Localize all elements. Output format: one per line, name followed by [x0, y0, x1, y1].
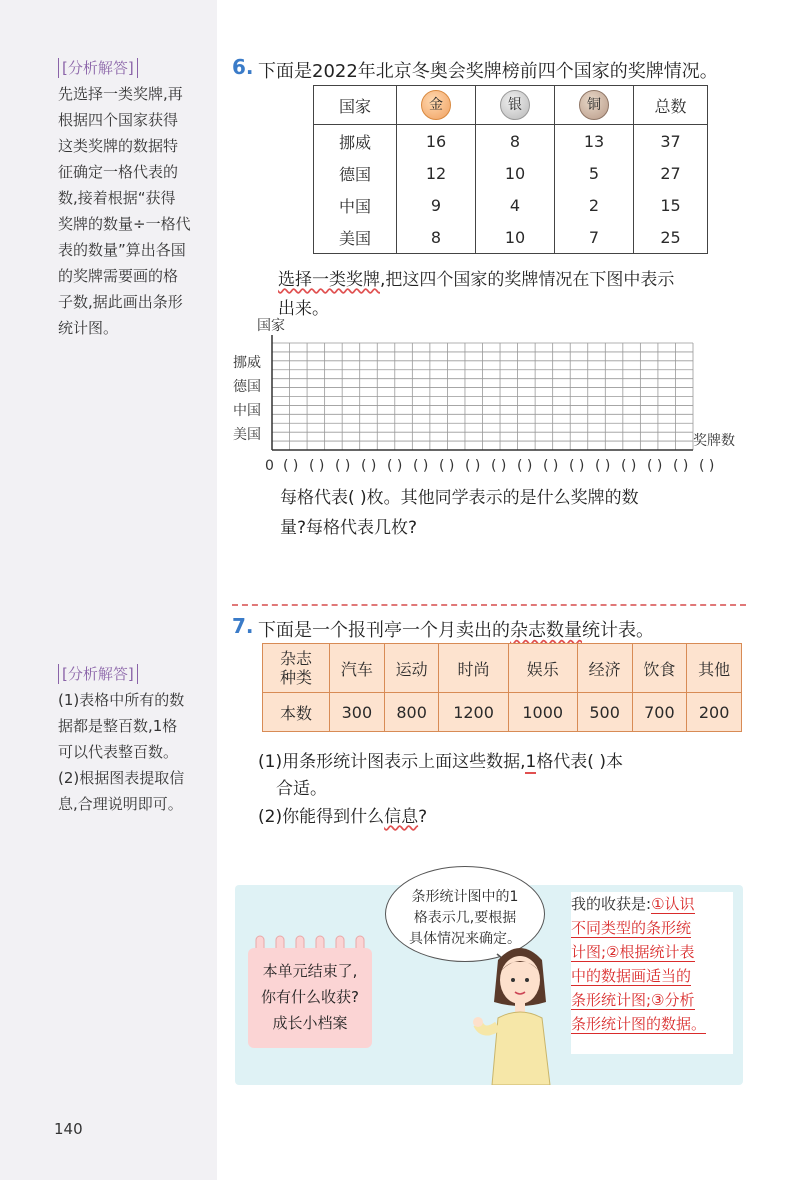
category-cell: 时尚 — [439, 644, 508, 693]
note-line: 这类奖牌的数据特 — [58, 137, 179, 155]
value-cell: 700 — [632, 693, 687, 732]
row-label: 本数 — [263, 693, 330, 732]
note-line: 统计图。 — [58, 319, 119, 337]
note-title: [分析解答] — [58, 664, 138, 684]
country-label: 挪威 — [233, 355, 261, 371]
tick-blank: ( ) — [361, 458, 377, 474]
header-label: 杂志 种类 — [263, 644, 330, 693]
followup-line-2: 量?每格代表几枚? — [280, 518, 418, 538]
value-cell: 500 — [577, 693, 632, 732]
teacher-illustration-icon — [470, 940, 570, 1085]
analysis-note-q7 — [58, 664, 184, 817]
tick-blank: ( ) — [387, 458, 403, 474]
tick-blank: ( ) — [621, 458, 637, 474]
cell-bronze: 5 — [555, 157, 634, 189]
cell-silver: 10 — [476, 157, 555, 189]
value-cell: 800 — [384, 693, 439, 732]
cell-country: 德国 — [314, 157, 397, 189]
cell-gold: 16 — [397, 125, 476, 158]
note-line: (1)表格中所有的数 — [58, 691, 185, 709]
table-row — [314, 189, 708, 221]
subquestion-2: (2)你能得到什么信息? — [258, 807, 428, 827]
cell-country: 中国 — [314, 189, 397, 221]
note-line: 可以代表整百数。 — [58, 743, 179, 761]
note-line: 奖牌的数量÷一格代 — [58, 215, 191, 233]
note-body — [58, 81, 191, 341]
note-line: 数,接着根据“获得 — [58, 189, 176, 207]
cell-bronze: 13 — [555, 125, 634, 158]
blank-bar-chart-grid — [225, 315, 745, 475]
card-line: 本单元结束了, — [262, 962, 358, 980]
analysis-note-q6 — [58, 58, 191, 341]
note-title: [分析解答] — [58, 58, 138, 78]
page-number: 140 — [54, 1120, 83, 1138]
category-cell: 汽车 — [330, 644, 385, 693]
underlined-phrase: 信息 — [384, 807, 419, 827]
tick-blank: ( ) — [491, 458, 507, 474]
cell-total: 25 — [634, 221, 708, 254]
cell-silver: 4 — [476, 189, 555, 221]
tick-blank: ( ) — [543, 458, 559, 474]
tick-blank: ( ) — [335, 458, 351, 474]
x-axis-label: 奖牌数 — [693, 433, 735, 449]
category-cell: 运动 — [384, 644, 439, 693]
subquestion-1-line-2: 合适。 — [276, 779, 327, 799]
tick-blank: ( ) — [439, 458, 455, 474]
question-intro: 下面是2022年北京冬奥会奖牌榜前四个国家的奖牌情况。 — [258, 61, 718, 82]
category-cell: 其他 — [687, 644, 742, 693]
gold-medal-icon: 金 — [421, 90, 451, 120]
value-cell: 1000 — [508, 693, 577, 732]
followup-line-1: 每格代表( )枚。其他同学表示的是什么奖牌的数 — [280, 488, 639, 508]
medal-table — [313, 85, 708, 254]
cell-total: 27 — [634, 157, 708, 189]
note-line: 根据四个国家获得 — [58, 111, 179, 129]
category-cell: 饮食 — [632, 644, 687, 693]
cell-silver: 10 — [476, 221, 555, 254]
tick-blank: ( ) — [283, 458, 299, 474]
note-line: 的奖牌需要画的格 — [58, 267, 179, 285]
note-line: 先选择一类奖牌,再 — [58, 85, 183, 103]
cell-gold: 12 — [397, 157, 476, 189]
country-label: 中国 — [233, 403, 261, 419]
instruction-line-2: 出来。 — [278, 299, 329, 319]
underlined-phrase: 杂志数量 — [510, 620, 582, 641]
bronze-medal-icon: 铜 — [579, 90, 609, 120]
cell-gold: 8 — [397, 221, 476, 254]
note-line: 子数,据此画出条形 — [58, 293, 183, 311]
tick-blank-labels — [283, 458, 714, 474]
cell-country: 挪威 — [314, 125, 397, 158]
note-line: 表的数量”算出各国 — [58, 241, 186, 259]
tick-blank: ( ) — [569, 458, 585, 474]
card-line: 你有什么收获? — [261, 988, 359, 1006]
silver-medal-icon: 银 — [500, 90, 530, 120]
tick-blank: ( ) — [595, 458, 611, 474]
tick-blank: ( ) — [699, 458, 715, 474]
cell-total: 15 — [634, 189, 708, 221]
harvest-notes: 我的收获是:①认识 不同类型的条形统 计图;②根据统计表 中的数据画适当的 条形统计图;③分析 条形统计图的数据。 — [571, 892, 733, 1054]
section-divider — [232, 604, 746, 606]
magazine-table — [262, 643, 742, 732]
tick-blank: ( ) — [413, 458, 429, 474]
value-cell: 1200 — [439, 693, 508, 732]
tick-blank: ( ) — [647, 458, 663, 474]
tick-blank: ( ) — [673, 458, 689, 474]
header-country: 国家 — [314, 86, 397, 125]
country-label: 德国 — [233, 379, 261, 395]
cell-bronze: 2 — [555, 189, 634, 221]
category-cell: 经济 — [577, 644, 632, 693]
cell-silver: 8 — [476, 125, 555, 158]
cell-total: 37 — [634, 125, 708, 158]
growth-archive-card — [248, 948, 372, 1048]
question-intro: 下面是一个报刊亭一个月卖出的杂志数量统计表。 — [258, 620, 654, 641]
card-line: 成长小档案 — [272, 1014, 348, 1032]
grid — [272, 335, 693, 450]
category-cell: 娱乐 — [508, 644, 577, 693]
cell-country: 美国 — [314, 221, 397, 254]
harvest-lead: 我的收获是: — [571, 895, 652, 913]
cell-bronze: 7 — [555, 221, 634, 254]
question-number: 7. — [232, 614, 254, 638]
value-cell: 300 — [330, 693, 385, 732]
table-row — [314, 157, 708, 189]
subquestion-1: (1)用条形统计图表示上面这些数据,1格代表( )本 — [258, 752, 623, 772]
origin-label: 0 — [265, 458, 274, 474]
instruction-line-1: 选择一类奖牌,把这四个国家的奖牌情况在下图中表示 — [278, 270, 675, 290]
header-total: 总数 — [634, 86, 708, 125]
note-line: 息,合理说明即可。 — [58, 795, 183, 813]
country-label: 美国 — [233, 427, 261, 443]
cell-gold: 9 — [397, 189, 476, 221]
table-row — [314, 221, 708, 254]
y-axis-label: 国家 — [257, 318, 285, 334]
speech-bubble: 条形统计图中的1 格表示几,要根据 具体情况来确定。 — [385, 866, 545, 962]
question-number: 6. — [232, 55, 254, 79]
note-line: 据都是整百数,1格 — [58, 717, 178, 735]
tick-blank: ( ) — [465, 458, 481, 474]
underlined-phrase: 选择一类奖牌 — [278, 270, 380, 290]
note-body — [58, 687, 184, 817]
note-line: 征确定一格代表的 — [58, 163, 179, 181]
tick-blank: ( ) — [309, 458, 325, 474]
note-line: (2)根据图表提取信 — [58, 769, 185, 787]
table-row — [314, 125, 708, 158]
value-cell: 200 — [687, 693, 742, 732]
tick-blank: ( ) — [517, 458, 533, 474]
